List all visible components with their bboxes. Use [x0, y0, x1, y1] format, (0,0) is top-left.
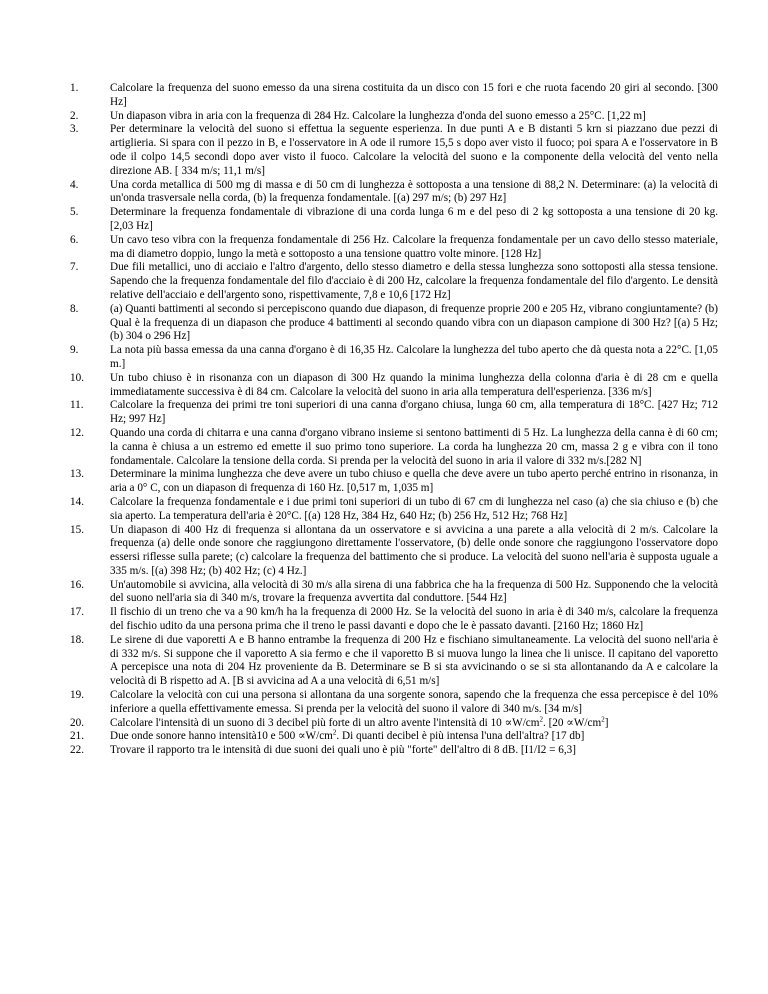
exercise-number: 16.: [70, 578, 84, 591]
exercise-number: 15.: [70, 523, 84, 536]
exercise-text: Calcolare la velocità con cui una persona si allontana da una sorgente sonora, sapendo che la frequenza che essa percepisce è del 10% inferiore a quella effettivamente emessa. Si prenda per la velocità del suono il valore di 340 m/s. [34 m/s]: [110, 689, 718, 715]
exercise-item: [70, 372, 718, 400]
exercise-text: Il fischio di un treno che va a 90 km/h ha la frequenza di 2000 Hz. Se la velocità del suono in aria è di 340 m/s, calcolare la frequenza del fischio udito da una persona prima che il treno le passi davanti e dopo che le è passato davanti. [2160 Hz; 1860 Hz]: [110, 606, 718, 633]
exercise-number: 9.: [70, 344, 79, 357]
exercise-number: 17.: [70, 606, 84, 619]
exercise-number: 21.: [70, 730, 84, 743]
exercise-list: [70, 82, 718, 758]
exercise-text: Calcolare l'intensità di un suono di 3 decibel più forte di un altro avente l'intensità di $10 \propto W/cm^2$. $[20 \propto W/cm^2]$: [110, 714, 609, 729]
exercise-text: Trovare il rapporto tra le intensità di due suoni dei quali uno è più "forte" dell'altro di 8 dB. [I1/I2 = 6,3]: [110, 744, 577, 757]
exercise-text: Per determinare la velocità del suono si effettua la seguente esperienza. In due punti A e B distanti 5 krn si piazzano due pezzi di artiglieria. Si spara con il pezzo in B, e l'osservatore in A ode il rumore 15,5 s dopo aver visto il fuoco; poi spara A e l'osservatore in B ode il colpo 14,5 secondi dopo aver visto il fuoco. Calcolare la velocità del suono e la componente della velocità del vento nella direzione AB. [ 334 m/s; 11,1 m/s]: [110, 123, 718, 177]
exercise-item: [70, 634, 718, 689]
exercise-item: [70, 123, 718, 178]
exercise-item: [70, 714, 718, 731]
exercise-text: Due fili metallici, uno di acciaio e l'altro d'argento, dello stesso diametro e della stessa lunghezza sono sottoposti alla stessa tensione. Sapendo che la frequenza fondamentale del filo d'acciaio è di 200 Hz, calcolare la frequenza fondamentale del filo d'argento. Le densità relative dell'acciaio e dell'argento sono, rispettivamente, 7,8 e 10,6 [172 Hz]: [110, 261, 718, 301]
exercise-item: [70, 579, 718, 607]
exercise-item: [70, 344, 718, 372]
exercise-item: [70, 399, 718, 427]
exercise-number: 20.: [70, 716, 84, 729]
exercise-item: [70, 82, 718, 110]
exercise-text: Una corda metallica di 500 mg di massa e di 50 cm di lunghezza è sottoposta a una tensione di 88,2 N. Determinare: (a) la velocità di un'onda trasversale nella corda, (b) la frequenza fondamentale. [(a) 297 m/s; (b) 297 Hz]: [110, 178, 718, 205]
exercise-item: [70, 496, 718, 524]
exercise-text: Un diapason di 400 Hz di frequenza si allontana da un osservatore e si avvicina a una parete a alla velocità di 2 m/s. Calcolare la frequenza (a) delle onde sonore che raggiungono direttamente l'osservatore, (b) delle onde sonore che raggiungono l'osservatore dopo essersi riflesse sulla parete; (c) calcolare la frequenza del battimento che si produce. La velocità del suono nell'aria è supposta uguale a 335 m/s. [(a) 398 Hz; (b) 402 Hz; (c) 4 Hz.]: [110, 523, 718, 577]
exercise-number: 19.: [70, 689, 84, 702]
exercise-number: 4.: [70, 178, 79, 191]
exercise-text: Le sirene di due vaporetti A e B hanno entrambe la frequenza di 200 Hz e fischiano simultaneamente. La velocità del suono nell'aria è di 332 m/s. Si suppone che il vaporetto A sia fermo e che il vaporetto B si muova lungo la linea che li unisce. Il capitano del vaporetto A percepisce una nota di 204 Hz proveniente da B. Determinare se B si sta avvicinando o se si sta allontanando da A e calcolare la velocità di B rispetto ad A. [B si avvicina ad A a una velocità di 6,51 m/s]: [110, 633, 718, 688]
exercise-number: 2.: [70, 109, 79, 122]
exercise-text: (a) Quanti battimenti al secondo si percepiscono quando due diapason, di frequenze proprie 200 e 205 Hz, vibrano congiuntamente? (b) Qual è la frequenza di un diapason che produce 4 battimenti al secondo quando vibra con un diapason campione di 300 Hz? [(a) 5 Hz; (b) 304 o 296 Hz]: [110, 302, 718, 343]
exercise-text: Un cavo teso vibra con la frequenza fondamentale di 256 Hz. Calcolare la frequenza fondamentale per un cavo dello stesso materiale, ma di diametro doppio, lungo la metà e sottoposto a una tensione quattro volte minore. [128 Hz]: [110, 233, 718, 260]
exercise-number: 22.: [70, 744, 84, 757]
exercise-text: Calcolare la frequenza del suono emesso da una sirena costituita da un disco con 15 fori e che ruota facendo 20 giri al secondo. [300 Hz]: [110, 82, 718, 108]
exercise-text: Due onde sonore hanno intensità10 e $500 \propto W/cm^2$. Di quanti decibel è più intensa l'una dell'altra? [17 db]: [110, 728, 585, 743]
exercise-item: [70, 427, 718, 468]
exercise-item: [70, 606, 718, 634]
exercise-text: Un diapason vibra in aria con la frequenza di 284 Hz. Calcolare la lunghezza d'onda del suono emesso a 25°C. [1,22 m]: [110, 109, 646, 122]
exercise-number: 8.: [70, 302, 79, 315]
exercise-item: [70, 110, 718, 124]
exercise-number: 5.: [70, 206, 79, 219]
exercise-number: 10.: [70, 371, 84, 384]
exercise-text: Calcolare la frequenza dei primi tre toni superiori di una canna d'organo chiusa, lunga 60 cm, alla temperatura di 18°C. [427 Hz; 712 Hz; 997 Hz]: [110, 399, 718, 426]
exercise-number: 11.: [70, 399, 84, 412]
exercise-item: [70, 234, 718, 262]
exercise-text: Determinare la minima lunghezza che deve avere un tubo chiuso e quella che deve avere un tubo aperto perché entrino in risonanza, in aria a 0° C, con un diapason di frequenza di 160 Hz. [0,517 m, 1,035 m]: [110, 468, 718, 495]
exercise-item: [70, 261, 718, 302]
exercise-text: Un tubo chiuso è in risonanza con un diapason di 300 Hz quando la minima lunghezza della colonna d'aria è di 28 cm e quella immediatamente successiva è di 84 cm. Calcolare la velocità del suono in aria alla temperatura dell'esperienza. [336 m/s]: [110, 371, 718, 398]
exercise-text: Calcolare la frequenza fondamentale e i due primi toni superiori di un tubo di 67 cm di lunghezza nel caso (a) che sia chiuso e (b) che sia aperto. La temperatura dell'aria è 20°C. [(a) 128 Hz, 384 Hz, 640 Hz; (b) 256 Hz, 512 Hz; 768 Hz]: [110, 495, 718, 522]
exercise-number: 13.: [70, 468, 84, 481]
exercise-item: [70, 744, 718, 758]
exercise-number: 12.: [70, 426, 84, 439]
exercise-item: [70, 303, 718, 344]
exercise-item: [70, 206, 718, 234]
exercise-number: 6.: [70, 233, 79, 246]
exercise-item: [70, 730, 718, 744]
exercise-text: La nota più bassa emessa da una canna d'organo è di 16,35 Hz. Calcolare la lunghezza del tubo aperto che dà questa nota a 22°C. [1,05 m.]: [110, 344, 718, 370]
exercise-item: [70, 524, 718, 579]
exercise-number: 14.: [70, 495, 84, 508]
exercise-item: [70, 468, 718, 496]
exercise-number: 18.: [70, 633, 84, 646]
exercise-item: [70, 689, 718, 717]
exercise-number: 3.: [70, 123, 79, 136]
exercise-number: 1.: [70, 82, 79, 94]
exercise-text: Quando una corda di chitarra e una canna d'organo vibrano insieme si sentono battimenti di 5 Hz. La lunghezza della canna è di 60 cm; la canna è chiusa a un estremo ed emette il suo primo tono superiore. La corda ha lunghezza 20 cm, massa 2 g e vibra con il tono fondamentale. Calcolare la tensione della corda. Si prenda per la velocità del suono in aria il valore di 332 m/s.[282 N]: [110, 426, 718, 467]
exercise-text: Determinare la frequenza fondamentale di vibrazione di una corda lunga 6 m e del peso di 2 kg sottoposta a una tensione di 20 kg. [2,03 Hz]: [110, 206, 718, 232]
exercise-text: Un'automobile si avvicina, alla velocità di 30 m/s alla sirena di una fabbrica che ha la frequenza di 500 Hz. Supponendo che la velocità del suono nell'aria sia di 340 m/s, trovare la frequenza avvertita dal conduttore. [544 Hz]: [110, 578, 718, 605]
exercise-item: [70, 179, 718, 207]
exercise-number: 7.: [70, 261, 79, 274]
